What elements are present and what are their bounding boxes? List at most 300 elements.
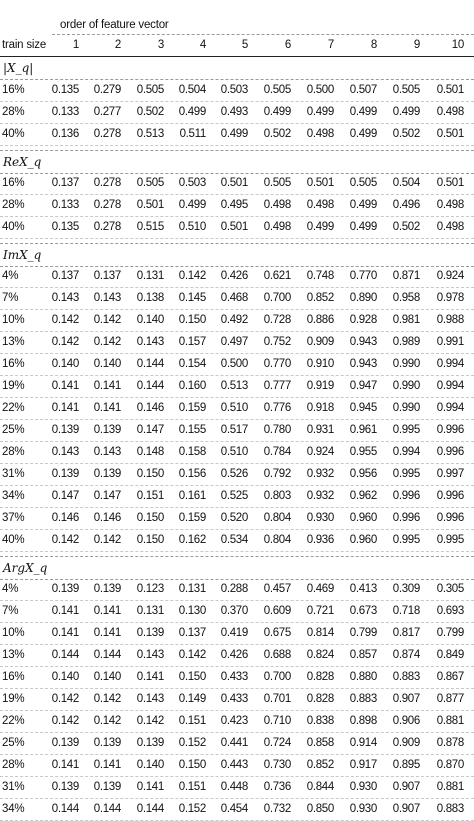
table-row [0, 79, 474, 102]
value-cell: 0.159 [178, 402, 206, 414]
train-size-cell: 16% [2, 671, 25, 683]
value-cell: 0.857 [349, 649, 377, 661]
value-cell: 0.443 [220, 759, 248, 771]
value-cell: 0.909 [392, 737, 420, 749]
table-row [0, 194, 474, 217]
value-cell: 0.732 [263, 803, 291, 815]
value-cell: 0.881 [436, 715, 464, 727]
value-cell: 0.139 [136, 737, 164, 749]
section-label-real-part: ReX_q [3, 155, 42, 169]
value-cell: 0.924 [436, 270, 464, 282]
value-cell: 0.996 [436, 512, 464, 524]
value-cell: 0.988 [436, 314, 464, 326]
table-row [0, 578, 474, 601]
value-cell: 0.137 [178, 627, 206, 639]
value-cell: 0.144 [136, 358, 164, 370]
table-row [0, 375, 474, 398]
value-cell: 0.139 [136, 627, 164, 639]
value-cell: 0.492 [220, 314, 248, 326]
value-cell: 0.468 [220, 292, 248, 304]
value-cell: 0.139 [51, 424, 79, 436]
value-cell: 0.147 [136, 424, 164, 436]
value-cell: 0.501 [436, 177, 464, 189]
value-cell: 0.141 [93, 627, 121, 639]
table-row [0, 622, 474, 645]
value-cell: 0.137 [93, 270, 121, 282]
value-cell: 0.996 [436, 490, 464, 502]
value-cell: 0.504 [392, 177, 420, 189]
table-row [0, 485, 474, 508]
value-cell: 0.143 [51, 446, 79, 458]
value-cell: 0.499 [349, 128, 377, 140]
value-cell: 0.718 [392, 605, 420, 617]
value-cell: 0.503 [178, 177, 206, 189]
table-row [0, 441, 474, 464]
value-cell: 0.142 [51, 715, 79, 727]
value-cell: 0.139 [51, 583, 79, 595]
value-cell: 0.609 [263, 605, 291, 617]
train-size-cell: 7% [2, 605, 19, 617]
value-cell: 0.844 [306, 781, 334, 793]
value-cell: 0.142 [51, 336, 79, 348]
section-header-magnitude [0, 57, 474, 80]
value-cell: 0.978 [436, 292, 464, 304]
value-cell: 0.507 [349, 84, 377, 96]
value-cell: 0.155 [178, 424, 206, 436]
value-cell: 0.500 [306, 84, 334, 96]
value-cell: 0.141 [136, 781, 164, 793]
value-cell: 0.151 [178, 715, 206, 727]
value-cell: 0.958 [392, 292, 420, 304]
value-cell: 0.956 [349, 468, 377, 480]
value-cell: 0.990 [392, 358, 420, 370]
value-cell: 0.886 [306, 314, 334, 326]
value-cell: 0.139 [51, 737, 79, 749]
value-cell: 0.278 [93, 177, 121, 189]
value-cell: 0.142 [93, 314, 121, 326]
value-cell: 0.433 [220, 693, 248, 705]
value-cell: 0.770 [349, 270, 377, 282]
value-cell: 0.748 [306, 270, 334, 282]
table-row [0, 397, 474, 420]
value-cell: 0.150 [178, 671, 206, 683]
value-cell: 0.140 [136, 759, 164, 771]
value-cell: 0.828 [306, 671, 334, 683]
value-cell: 0.930 [349, 781, 377, 793]
value-cell: 0.423 [220, 715, 248, 727]
value-cell: 0.141 [93, 605, 121, 617]
value-cell: 0.867 [436, 671, 464, 683]
table-row [0, 309, 474, 332]
value-cell: 0.817 [392, 627, 420, 639]
value-cell: 0.156 [178, 468, 206, 480]
train-size-cell: 19% [2, 693, 25, 705]
value-cell: 0.150 [136, 468, 164, 480]
table-row [0, 331, 474, 354]
value-cell: 0.503 [220, 84, 248, 96]
value-cell: 0.426 [220, 270, 248, 282]
value-cell: 0.909 [306, 336, 334, 348]
value-cell: 0.871 [392, 270, 420, 282]
value-cell: 0.730 [263, 759, 291, 771]
column-header-2: 2 [114, 39, 121, 51]
value-cell: 0.752 [263, 336, 291, 348]
column-header-4: 4 [199, 39, 206, 51]
column-group-header [52, 14, 474, 35]
value-cell: 0.370 [220, 605, 248, 617]
value-cell: 0.501 [136, 199, 164, 211]
value-cell: 0.135 [51, 84, 79, 96]
table-row [0, 287, 474, 310]
value-cell: 0.498 [306, 128, 334, 140]
value-cell: 0.151 [136, 490, 164, 502]
value-cell: 0.990 [392, 380, 420, 392]
value-cell: 0.880 [349, 671, 377, 683]
table-row [0, 101, 474, 124]
section-label-magnitude: |X_q| [3, 61, 34, 75]
value-cell: 0.139 [93, 781, 121, 793]
value-cell: 0.838 [306, 715, 334, 727]
value-cell: 0.143 [136, 649, 164, 661]
train-size-cell: 16% [2, 84, 25, 96]
train-size-cell: 13% [2, 336, 25, 348]
value-cell: 0.493 [220, 106, 248, 118]
value-cell: 0.505 [263, 84, 291, 96]
value-cell: 0.995 [392, 424, 420, 436]
value-cell: 0.133 [51, 199, 79, 211]
value-cell: 0.161 [178, 490, 206, 502]
train-size-cell: 40% [2, 221, 25, 233]
table-row [0, 600, 474, 623]
value-cell: 0.150 [178, 314, 206, 326]
value-cell: 0.996 [392, 512, 420, 524]
value-cell: 0.144 [51, 803, 79, 815]
value-cell: 0.991 [436, 336, 464, 348]
value-cell: 0.919 [306, 380, 334, 392]
value-cell: 0.804 [263, 512, 291, 524]
value-cell: 0.505 [136, 84, 164, 96]
value-cell: 0.930 [349, 803, 377, 815]
value-cell: 0.499 [349, 199, 377, 211]
value-cell: 0.144 [136, 380, 164, 392]
value-cell: 0.499 [349, 106, 377, 118]
column-group-label: order of feature vector [60, 19, 169, 31]
value-cell: 0.496 [392, 199, 420, 211]
value-cell: 0.143 [51, 292, 79, 304]
value-cell: 0.144 [93, 649, 121, 661]
value-cell: 0.930 [306, 512, 334, 524]
value-cell: 0.621 [263, 270, 291, 282]
value-cell: 0.505 [349, 177, 377, 189]
value-cell: 0.131 [136, 270, 164, 282]
value-cell: 0.932 [306, 490, 334, 502]
value-cell: 0.504 [178, 84, 206, 96]
value-cell: 0.960 [349, 534, 377, 546]
value-cell: 0.139 [51, 781, 79, 793]
value-cell: 0.150 [136, 534, 164, 546]
value-cell: 0.996 [436, 446, 464, 458]
value-cell: 0.804 [263, 534, 291, 546]
table-row [0, 776, 474, 799]
value-cell: 0.995 [392, 468, 420, 480]
train-size-cell: 19% [2, 380, 25, 392]
value-cell: 0.799 [349, 627, 377, 639]
value-cell: 0.534 [220, 534, 248, 546]
value-cell: 0.288 [220, 583, 248, 595]
value-cell: 0.510 [220, 446, 248, 458]
section-header-real-part [0, 150, 474, 174]
value-cell: 0.943 [349, 358, 377, 370]
value-cell: 0.143 [136, 693, 164, 705]
value-cell: 0.139 [93, 583, 121, 595]
value-cell: 0.777 [263, 380, 291, 392]
train-size-cell: 40% [2, 534, 25, 546]
value-cell: 0.142 [51, 534, 79, 546]
value-cell: 0.520 [220, 512, 248, 524]
value-cell: 0.498 [263, 199, 291, 211]
value-cell: 0.502 [263, 128, 291, 140]
value-cell: 0.898 [349, 715, 377, 727]
value-cell: 0.499 [263, 106, 291, 118]
value-cell: 0.883 [349, 693, 377, 705]
value-cell: 0.994 [436, 402, 464, 414]
value-cell: 0.673 [349, 605, 377, 617]
value-cell: 0.146 [136, 402, 164, 414]
value-cell: 0.139 [93, 424, 121, 436]
value-cell: 0.413 [349, 583, 377, 595]
value-cell: 0.140 [93, 358, 121, 370]
value-cell: 0.803 [263, 490, 291, 502]
value-cell: 0.133 [51, 106, 79, 118]
table-row [0, 688, 474, 711]
train-size-cell: 31% [2, 781, 25, 793]
value-cell: 0.501 [306, 177, 334, 189]
value-cell: 0.502 [392, 128, 420, 140]
value-cell: 0.151 [178, 781, 206, 793]
value-cell: 0.724 [263, 737, 291, 749]
value-cell: 0.792 [263, 468, 291, 480]
value-cell: 0.960 [349, 512, 377, 524]
value-cell: 0.499 [306, 221, 334, 233]
value-cell: 0.150 [136, 512, 164, 524]
value-cell: 0.962 [349, 490, 377, 502]
value-cell: 0.881 [436, 781, 464, 793]
value-cell: 0.776 [263, 402, 291, 414]
value-cell: 0.139 [93, 468, 121, 480]
value-cell: 0.675 [263, 627, 291, 639]
value-cell: 0.947 [349, 380, 377, 392]
train-size-cell: 10% [2, 627, 25, 639]
value-cell: 0.931 [306, 424, 334, 436]
value-cell: 0.828 [306, 693, 334, 705]
value-cell: 0.850 [306, 803, 334, 815]
column-header-9: 9 [413, 39, 420, 51]
value-cell: 0.499 [220, 128, 248, 140]
value-cell: 0.141 [93, 759, 121, 771]
value-cell: 0.511 [179, 128, 206, 140]
value-cell: 0.728 [263, 314, 291, 326]
table-row [0, 529, 474, 552]
value-cell: 0.123 [136, 583, 164, 595]
value-cell: 0.142 [178, 270, 206, 282]
value-cell: 0.142 [51, 314, 79, 326]
table-row [0, 732, 474, 755]
train-size-cell: 25% [2, 424, 25, 436]
table-row [0, 172, 474, 195]
value-cell: 0.162 [178, 534, 206, 546]
value-cell: 0.499 [392, 106, 420, 118]
value-cell: 0.824 [306, 649, 334, 661]
value-cell: 0.140 [136, 314, 164, 326]
train-size-cell: 16% [2, 177, 25, 189]
value-cell: 0.510 [220, 402, 248, 414]
value-cell: 0.142 [178, 649, 206, 661]
value-cell: 0.154 [178, 358, 206, 370]
value-cell: 0.499 [306, 106, 334, 118]
train-size-cell: 22% [2, 715, 25, 727]
value-cell: 0.499 [178, 199, 206, 211]
value-cell: 0.955 [349, 446, 377, 458]
train-size-cell: 28% [2, 106, 25, 118]
train-size-cell: 22% [2, 402, 25, 414]
value-cell: 0.278 [93, 199, 121, 211]
value-cell: 0.495 [220, 199, 248, 211]
value-cell: 0.277 [93, 106, 121, 118]
value-cell: 0.137 [51, 270, 79, 282]
table-row [0, 666, 474, 689]
value-cell: 0.144 [93, 803, 121, 815]
value-cell: 0.157 [178, 336, 206, 348]
value-cell: 0.141 [93, 402, 121, 414]
value-cell: 0.878 [436, 737, 464, 749]
table-row [0, 123, 474, 146]
value-cell: 0.499 [349, 221, 377, 233]
value-cell: 0.924 [306, 446, 334, 458]
table-row [0, 644, 474, 667]
value-cell: 0.142 [93, 336, 121, 348]
value-cell: 0.159 [178, 512, 206, 524]
value-cell: 0.142 [136, 715, 164, 727]
value-cell: 0.426 [220, 649, 248, 661]
value-cell: 0.441 [220, 737, 248, 749]
value-cell: 0.278 [93, 221, 121, 233]
value-cell: 0.995 [392, 534, 420, 546]
value-cell: 0.499 [178, 106, 206, 118]
value-cell: 0.148 [136, 446, 164, 458]
train-size-cell: 28% [2, 199, 25, 211]
value-cell: 0.469 [306, 583, 334, 595]
value-cell: 0.143 [93, 446, 121, 458]
value-cell: 0.141 [93, 380, 121, 392]
value-cell: 0.138 [136, 292, 164, 304]
value-cell: 0.526 [220, 468, 248, 480]
train-size-cell: 37% [2, 512, 25, 524]
value-cell: 0.917 [349, 759, 377, 771]
value-cell: 0.990 [392, 402, 420, 414]
value-cell: 0.142 [93, 715, 121, 727]
value-cell: 0.141 [51, 380, 79, 392]
value-cell: 0.140 [51, 671, 79, 683]
value-cell: 0.305 [436, 583, 464, 595]
value-cell: 0.137 [51, 177, 79, 189]
value-cell: 0.149 [178, 693, 206, 705]
value-cell: 0.498 [306, 199, 334, 211]
column-header-1: 1 [72, 39, 79, 51]
train-size-cell: 4% [2, 583, 19, 595]
value-cell: 0.143 [136, 336, 164, 348]
value-cell: 0.158 [178, 446, 206, 458]
train-size-cell: 13% [2, 649, 25, 661]
section-label-argument: ArgX_q [3, 561, 48, 575]
value-cell: 0.131 [136, 605, 164, 617]
value-cell: 0.500 [220, 358, 248, 370]
value-cell: 0.498 [436, 199, 464, 211]
value-cell: 0.710 [263, 715, 291, 727]
value-cell: 0.513 [136, 128, 164, 140]
value-cell: 0.454 [220, 803, 248, 815]
value-cell: 0.135 [51, 221, 79, 233]
value-cell: 0.914 [349, 737, 377, 749]
section-header-imaginary-part [0, 243, 474, 267]
value-cell: 0.997 [436, 468, 464, 480]
value-cell: 0.780 [263, 424, 291, 436]
value-cell: 0.309 [392, 583, 420, 595]
value-cell: 0.136 [51, 128, 79, 140]
column-header-6: 6 [284, 39, 291, 51]
value-cell: 0.907 [392, 781, 420, 793]
column-header-row [0, 34, 474, 57]
column-header-3: 3 [157, 39, 164, 51]
value-cell: 0.700 [263, 671, 291, 683]
value-cell: 0.996 [392, 490, 420, 502]
value-cell: 0.701 [263, 693, 291, 705]
value-cell: 0.918 [306, 402, 334, 414]
column-header-8: 8 [370, 39, 377, 51]
value-cell: 0.501 [220, 177, 248, 189]
value-cell: 0.145 [178, 292, 206, 304]
value-cell: 0.799 [436, 627, 464, 639]
value-cell: 0.910 [306, 358, 334, 370]
table-row [0, 798, 474, 821]
value-cell: 0.513 [220, 380, 248, 392]
value-cell: 0.505 [136, 177, 164, 189]
value-cell: 0.505 [392, 84, 420, 96]
column-header-7: 7 [327, 39, 334, 51]
column-header-5: 5 [241, 39, 248, 51]
value-cell: 0.140 [51, 358, 79, 370]
value-cell: 0.525 [220, 490, 248, 502]
value-cell: 0.142 [93, 534, 121, 546]
value-cell: 0.505 [263, 177, 291, 189]
value-cell: 0.498 [263, 221, 291, 233]
train-size-cell: 4% [2, 270, 19, 282]
value-cell: 0.883 [436, 803, 464, 815]
value-cell: 0.498 [436, 106, 464, 118]
value-cell: 0.883 [392, 671, 420, 683]
value-cell: 0.139 [51, 468, 79, 480]
section-label-imaginary-part: ImX_q [3, 248, 42, 262]
value-cell: 0.943 [349, 336, 377, 348]
value-cell: 0.989 [392, 336, 420, 348]
table-row [0, 710, 474, 733]
table-row [0, 507, 474, 530]
value-cell: 0.150 [178, 759, 206, 771]
train-size-cell: 28% [2, 759, 25, 771]
train-size-cell: 10% [2, 314, 25, 326]
value-cell: 0.152 [178, 803, 206, 815]
value-cell: 0.419 [220, 627, 248, 639]
value-cell: 0.501 [220, 221, 248, 233]
